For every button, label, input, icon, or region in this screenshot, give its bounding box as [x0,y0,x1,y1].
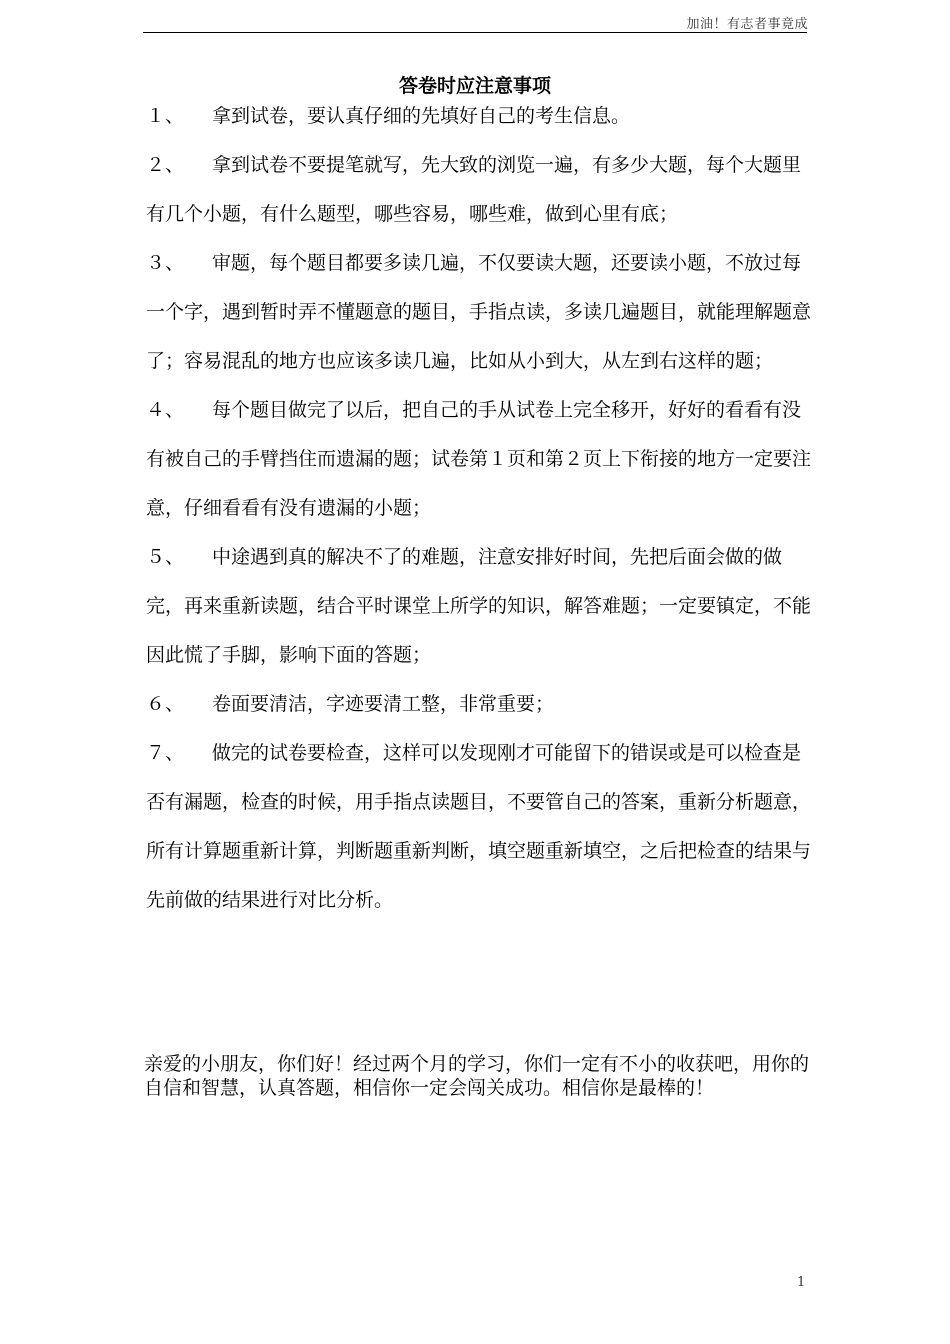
item-number: ５、 [146,546,185,568]
header-motto: 加油！有志者事竟成 [686,17,808,32]
item-number: ２、 [146,154,185,176]
item-text: 审题，每个题目都要多读几遍，不仅要读大题，还要读小题，不放过每一个字，遇到暂时弄不懂题意的题目，手指点读，多读几遍题目，就能理解题意了；容易混乱的地方也应该多读几遍，比如从小到大，从左到右这样的题； [146,252,812,372]
item-text: 中途遇到真的解决不了的难题，注意安排好时间，先把后面会做的做完，再来重新读题，结合平时课堂上所学的知识，解答难题；一定要镇定，不能因此慌了手脚，影响下面的答题； [146,546,812,666]
item-number: ３、 [146,252,185,274]
item-text: 拿到试卷，要认真仔细的先填好自己的考生信息。 [212,105,631,127]
list-item [146,141,818,239]
list-item [146,729,818,925]
item-number: ４、 [146,399,185,421]
page-number: 1 [797,1275,806,1290]
closing-message: 亲爱的小朋友，你们好！经过两个月的学习，你们一定有不小的收获吧，用你的自信和智慧，认真答题，相信你一定会闯关成功。相信你是最棒的！ [144,1053,810,1099]
item-text: 卷面要清洁，字迹要清工整，非常重要； [212,693,555,715]
item-number: １、 [146,105,185,127]
document-title: 答卷时应注意事项 [398,75,551,97]
list-item [146,92,818,141]
item-number: ７、 [146,742,185,764]
list-item [146,533,818,680]
item-text: 每个题目做完了以后，把自己的手从试卷上完全移开，好好的看看有没有被自己的手臂挡住而遗漏的题；试卷第１页和第２页上下衔接的地方一定要注意，仔细看看有没有遗漏的小题； [146,399,812,519]
item-text: 拿到试卷不要提笔就写，先大致的浏览一遍，有多少大题，每个大题里有几个小题，有什么题型，哪些容易，哪些难，做到心里有底； [146,154,802,225]
header-divider [143,32,807,33]
list-item [146,239,818,386]
list-item [146,386,818,533]
list-item [146,680,818,729]
tips-list [146,92,818,925]
item-text: 做完的试卷要检查，这样可以发现刚才可能留下的错误或是可以检查是否有漏题，检查的时候，用手指点读题目，不要管自己的答案，重新分析题意，所有计算题重新计算，判断题重新判断，填空题重新填空，之后把检查的结果与先前做的结果进行对比分析。 [146,742,812,911]
item-number: ６、 [146,693,185,715]
